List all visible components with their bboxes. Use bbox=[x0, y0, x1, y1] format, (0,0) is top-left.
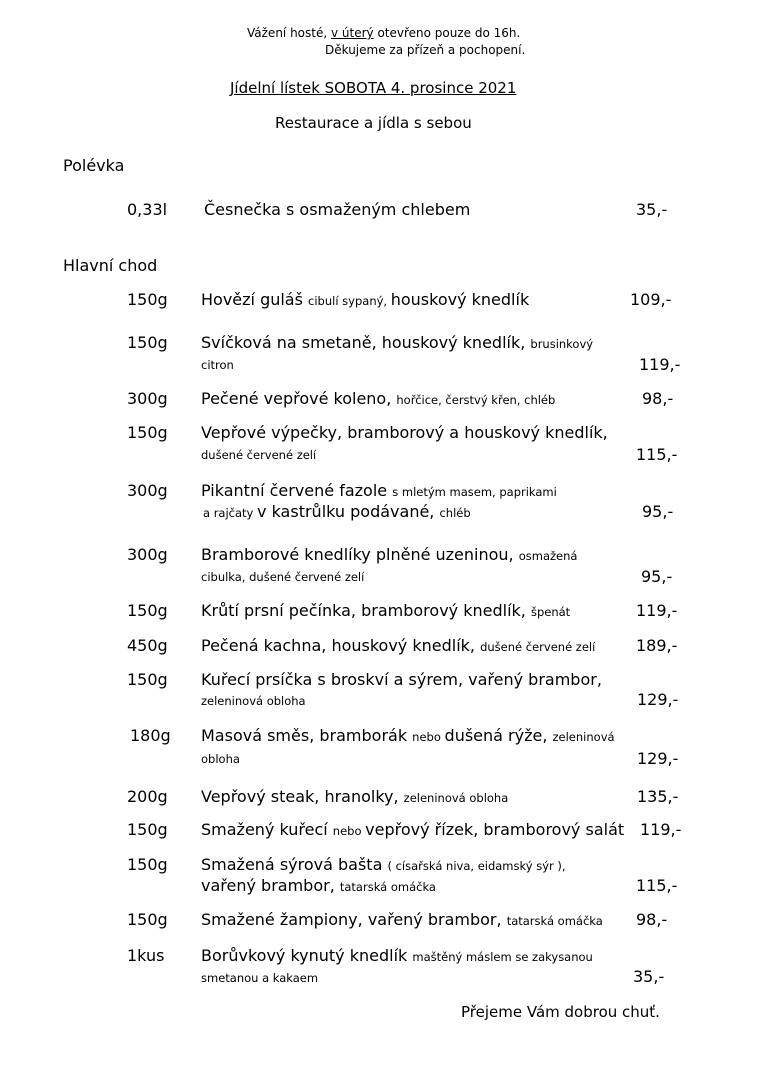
item-price: 115,- bbox=[636, 445, 678, 464]
item-qty: 450g bbox=[127, 636, 168, 655]
item-name-line2: cibulka, dušené červené zelí bbox=[201, 570, 365, 584]
item-price: 119,- bbox=[639, 355, 681, 374]
dish-main-text: v kastrůlku podávané, bbox=[257, 502, 440, 521]
item-name bbox=[201, 670, 602, 689]
section-soup: Polévka bbox=[63, 156, 125, 175]
dish-side-text: hořčice, čerstvý křen, chléb bbox=[396, 393, 556, 407]
item-price: 129,- bbox=[637, 690, 679, 709]
item-name bbox=[201, 601, 570, 620]
item-name bbox=[201, 946, 593, 965]
dish-main-text: dušená rýže, bbox=[444, 726, 553, 745]
page-subtitle: Restaurace a jídla s sebou bbox=[275, 114, 472, 132]
item-qty: 300g bbox=[127, 481, 168, 500]
dish-side-text: tatarská omáčka bbox=[339, 880, 436, 894]
notice-text-rest: otevřeno pouze do 16h. bbox=[373, 26, 521, 40]
dish-main-text: Borůvkový kynutý knedlík bbox=[201, 946, 413, 965]
item-price: 135,- bbox=[637, 787, 679, 806]
dish-main-text: vepřový řízek, bramborový salát bbox=[365, 820, 625, 839]
dish-main-text: vařený brambor, bbox=[468, 670, 602, 689]
item-name bbox=[201, 787, 508, 806]
dish-main-text: Smažený kuřecí bbox=[201, 820, 333, 839]
item-qty: 150g bbox=[127, 423, 168, 442]
dish-side-text: chléb bbox=[439, 506, 471, 520]
item-price: 119,- bbox=[636, 601, 678, 620]
item-name bbox=[201, 481, 557, 500]
dish-side-text: tatarská omáčka bbox=[506, 914, 603, 928]
item-qty: 150g bbox=[127, 333, 168, 352]
dish-main-text: vařený brambor, bbox=[201, 876, 340, 895]
dish-main-text: Svíčková na smetaně, houskový knedlík, bbox=[201, 333, 531, 352]
notice-line-1 bbox=[247, 26, 520, 40]
closing-note: Přejeme Vám dobrou chuť. bbox=[461, 1003, 660, 1021]
dish-main-text: Bramborové knedlíky plněné uzeninou, bbox=[201, 545, 519, 564]
item-name-line2 bbox=[201, 876, 436, 895]
dish-main-text: Smažená sýrová bašta bbox=[201, 855, 388, 874]
dish-side-text: nebo bbox=[332, 824, 366, 838]
item-name bbox=[201, 333, 593, 352]
notice-line-2: Děkujeme za přízeň a pochopení. bbox=[325, 43, 526, 57]
page-title: Jídelní lístek SOBOTA 4. prosince 2021 bbox=[230, 79, 517, 97]
item-qty: 1kus bbox=[127, 946, 165, 965]
item-name bbox=[201, 389, 555, 408]
dish-side-text: špenát bbox=[530, 605, 571, 619]
item-name: Česnečka s osmaženým chlebem bbox=[204, 200, 471, 219]
dish-side-text: zeleninová obloha bbox=[403, 791, 509, 805]
item-qty: 150g bbox=[127, 670, 168, 689]
item-name bbox=[201, 910, 603, 929]
item-name bbox=[201, 820, 624, 839]
dish-side-text: brusinkový bbox=[530, 337, 594, 351]
item-price: 109,- bbox=[630, 290, 672, 309]
item-qty: 200g bbox=[127, 787, 168, 806]
item-qty: 0,33l bbox=[127, 200, 168, 219]
dish-main-text: Hovězí guláš bbox=[201, 290, 309, 309]
item-name-line2: zeleninová obloha bbox=[201, 694, 306, 708]
dish-main-text: Pikantní červené fazole bbox=[201, 481, 393, 500]
item-name-line2 bbox=[203, 502, 471, 521]
item-price: 115,- bbox=[636, 876, 678, 895]
item-name-line2: dušené červené zelí bbox=[201, 448, 317, 462]
dish-side-text: dušené červené zelí bbox=[480, 640, 596, 654]
item-price: 98,- bbox=[642, 389, 674, 408]
item-price: 35,- bbox=[636, 200, 668, 219]
dish-main-text: Kuřecí prsíčka s broskví a sýrem, bbox=[201, 670, 469, 689]
item-price: 189,- bbox=[636, 636, 678, 655]
item-qty: 300g bbox=[127, 545, 168, 564]
dish-main-text: Krůtí prsní pečínka, bramborový knedlík, bbox=[201, 601, 531, 620]
item-price: 119,- bbox=[640, 820, 682, 839]
item-name bbox=[201, 855, 566, 874]
notice-day: v úterý bbox=[330, 26, 374, 40]
item-price: 95,- bbox=[642, 502, 674, 521]
item-name-line2: citron bbox=[201, 358, 234, 372]
item-name-line2: obloha bbox=[201, 752, 240, 766]
item-name bbox=[201, 726, 615, 745]
item-price: 35,- bbox=[633, 967, 665, 986]
dish-side-text: s mletým masem, paprikami bbox=[392, 485, 557, 499]
item-qty: 150g bbox=[127, 855, 168, 874]
dish-side-text: osmažená bbox=[518, 549, 578, 563]
dish-main-text: houskový knedlík bbox=[390, 290, 530, 309]
item-name bbox=[201, 290, 529, 309]
dish-side-text: nebo bbox=[412, 730, 445, 744]
item-qty: 180g bbox=[130, 726, 171, 745]
section-main: Hlavní chod bbox=[63, 256, 158, 275]
item-price: 98,- bbox=[636, 910, 668, 929]
item-price: 95,- bbox=[641, 567, 673, 586]
item-name-line2: smetanou a kakaem bbox=[201, 971, 319, 985]
dish-main-text: Vepřový steak, hranolky, bbox=[201, 787, 404, 806]
dish-side-text: a rajčaty bbox=[203, 506, 258, 520]
dish-main-text: Smažené žampiony, vařený brambor, bbox=[201, 910, 507, 929]
dish-side-text: cibulí sypaný, bbox=[308, 294, 391, 308]
dish-side-text: ( císařská niva, eidamský sýr ), bbox=[387, 859, 566, 873]
item-name: Vepřové výpečky, bramborový a houskový knedlík, bbox=[201, 423, 608, 442]
item-qty: 150g bbox=[127, 910, 168, 929]
dish-side-text: zeleninová bbox=[552, 730, 615, 744]
dish-main-text: Pečená kachna, houskový knedlík, bbox=[201, 636, 481, 655]
item-qty: 300g bbox=[127, 389, 168, 408]
notice-text: Vážení hosté, bbox=[247, 26, 331, 40]
item-qty: 150g bbox=[127, 290, 168, 309]
dish-main-text: Pečené vepřové koleno, bbox=[201, 389, 397, 408]
item-qty: 150g bbox=[127, 820, 168, 839]
item-qty: 150g bbox=[127, 601, 168, 620]
item-name bbox=[201, 636, 595, 655]
item-name bbox=[201, 545, 577, 564]
dish-side-text: maštěný máslem se zakysanou bbox=[412, 950, 593, 964]
dish-main-text: Masová směs, bramborák bbox=[201, 726, 413, 745]
item-price: 129,- bbox=[637, 749, 679, 768]
